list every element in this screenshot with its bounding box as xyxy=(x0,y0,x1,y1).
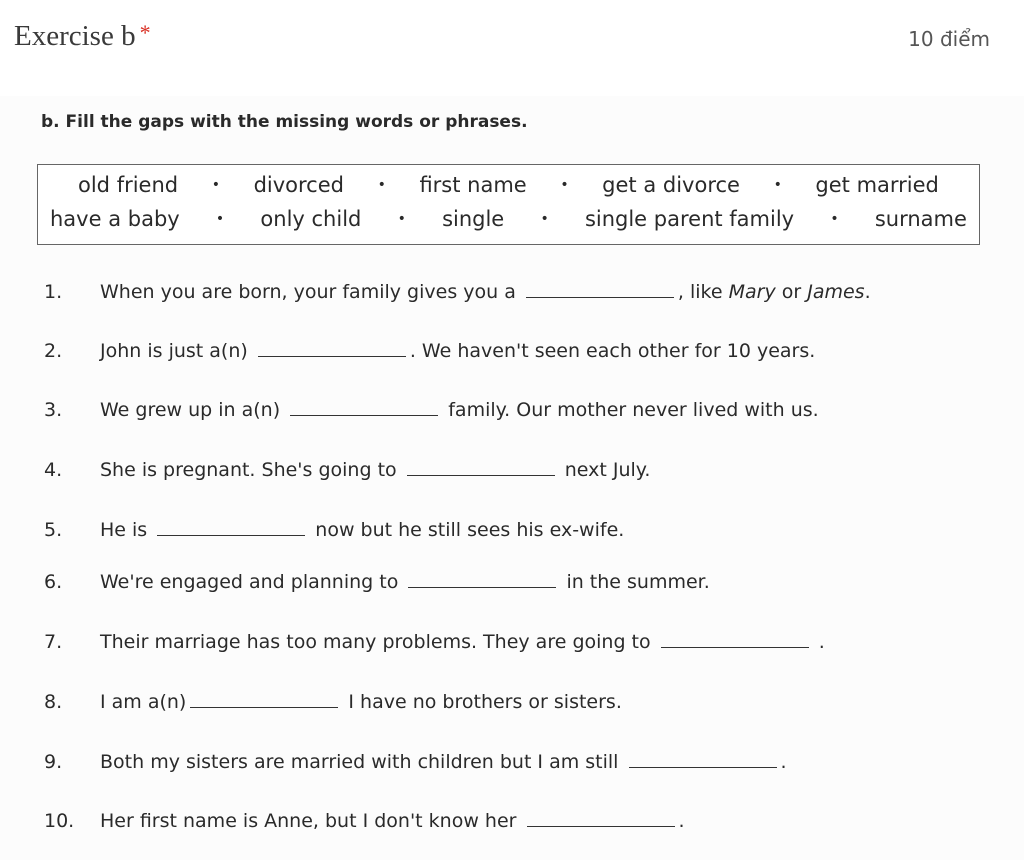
question-item xyxy=(0,805,1024,837)
text-before: Their marriage has too many problems. They are going to xyxy=(100,631,651,653)
question-text xyxy=(100,399,819,421)
required-mark: * xyxy=(139,20,151,45)
word-option: get married xyxy=(815,173,939,197)
question-number: 10. xyxy=(44,810,75,832)
points-label: 10 điểm xyxy=(908,27,990,51)
question-number: 8. xyxy=(44,691,63,713)
text-after: family. Our mother never lived with us. xyxy=(448,399,819,421)
question-text xyxy=(100,691,622,713)
question-number: 6. xyxy=(44,571,63,593)
answer-blank xyxy=(258,355,406,357)
text-before: When you are born, your family gives you a xyxy=(100,281,516,303)
answer-blank xyxy=(408,586,556,588)
text-before: Her first name is Anne, but I don't know her xyxy=(100,810,517,832)
bullet: • xyxy=(377,177,386,193)
exercise-title xyxy=(14,20,151,53)
answer-blank xyxy=(629,766,777,768)
instruction: b. Fill the gaps with the missing words or phrases. xyxy=(41,112,528,132)
text-before: He is xyxy=(100,519,148,541)
text-after: now but he still sees his ex-wife. xyxy=(315,519,625,541)
text-before: We're engaged and planning to xyxy=(100,571,399,593)
question-text xyxy=(100,751,787,773)
text-before: She is pregnant. She's going to xyxy=(100,459,397,481)
exercise-title-text: Exercise b xyxy=(14,20,136,52)
word-option: get a divorce xyxy=(602,173,740,197)
example-name: Mary xyxy=(728,281,776,303)
question-text xyxy=(100,340,815,362)
question-number: 7. xyxy=(44,631,63,653)
bullet: • xyxy=(211,177,220,193)
worksheet-image xyxy=(0,96,1024,860)
answer-blank xyxy=(190,706,338,708)
bullet: • xyxy=(397,211,406,227)
answer-blank xyxy=(527,825,675,827)
word-option: single xyxy=(442,207,505,231)
text-before: I am a(n) xyxy=(100,691,187,713)
word-option: surname xyxy=(874,207,967,231)
question-text xyxy=(100,810,685,832)
question-item xyxy=(0,514,1024,546)
bullet: • xyxy=(540,211,549,227)
question-text xyxy=(100,631,825,653)
question-item xyxy=(0,454,1024,486)
answer-blank xyxy=(157,534,305,536)
bullet: • xyxy=(830,211,839,227)
answer-blank xyxy=(526,296,674,298)
question-item xyxy=(0,746,1024,778)
bullet: • xyxy=(215,211,225,227)
question-number: 9. xyxy=(44,751,63,773)
word-option: old friend xyxy=(78,173,179,197)
text-mid: or xyxy=(775,281,808,303)
question-item xyxy=(0,686,1024,718)
question-text xyxy=(100,571,710,593)
question-number: 3. xyxy=(44,399,63,421)
word-option: first name xyxy=(419,173,527,197)
text-before: We grew up in a(n) xyxy=(100,399,281,421)
bullet: • xyxy=(773,177,782,193)
question-item xyxy=(0,276,1024,308)
word-option: single parent family xyxy=(584,207,795,231)
answer-blank xyxy=(290,414,438,416)
question-text xyxy=(100,281,871,303)
text-after: . xyxy=(780,751,787,773)
word-option: have a baby xyxy=(50,207,180,231)
question-item xyxy=(0,626,1024,658)
text-end: . xyxy=(864,281,871,303)
example-name: James xyxy=(807,281,865,303)
text-after: I have no brothers or sisters. xyxy=(348,691,622,713)
word-box xyxy=(37,164,980,245)
text-after: . xyxy=(678,810,685,832)
text-after: next July. xyxy=(564,459,651,481)
question-item xyxy=(0,566,1024,598)
word-box-row-1 xyxy=(38,169,979,201)
word-box-row-2 xyxy=(38,203,979,235)
question-number: 5. xyxy=(44,519,63,541)
question-text xyxy=(100,519,624,541)
text-after: in the summer. xyxy=(566,571,710,593)
question-number: 2. xyxy=(44,340,63,362)
question-number: 1. xyxy=(44,281,63,303)
text-after: . We haven't seen each other for 10 years. xyxy=(409,340,816,362)
text-before: Both my sisters are married with children but I am still xyxy=(100,751,619,773)
word-option: divorced xyxy=(253,173,344,197)
question-item xyxy=(0,335,1024,367)
question-item xyxy=(0,394,1024,426)
question-text xyxy=(100,459,650,481)
answer-blank xyxy=(407,474,555,476)
text-before: John is just a(n) xyxy=(100,340,248,362)
exercise-header xyxy=(0,0,1024,90)
text-after: , like xyxy=(677,281,729,303)
question-number: 4. xyxy=(44,459,63,481)
answer-blank xyxy=(661,646,809,648)
text-after: . xyxy=(818,631,825,653)
bullet: • xyxy=(560,177,569,193)
word-option: only child xyxy=(260,207,362,231)
